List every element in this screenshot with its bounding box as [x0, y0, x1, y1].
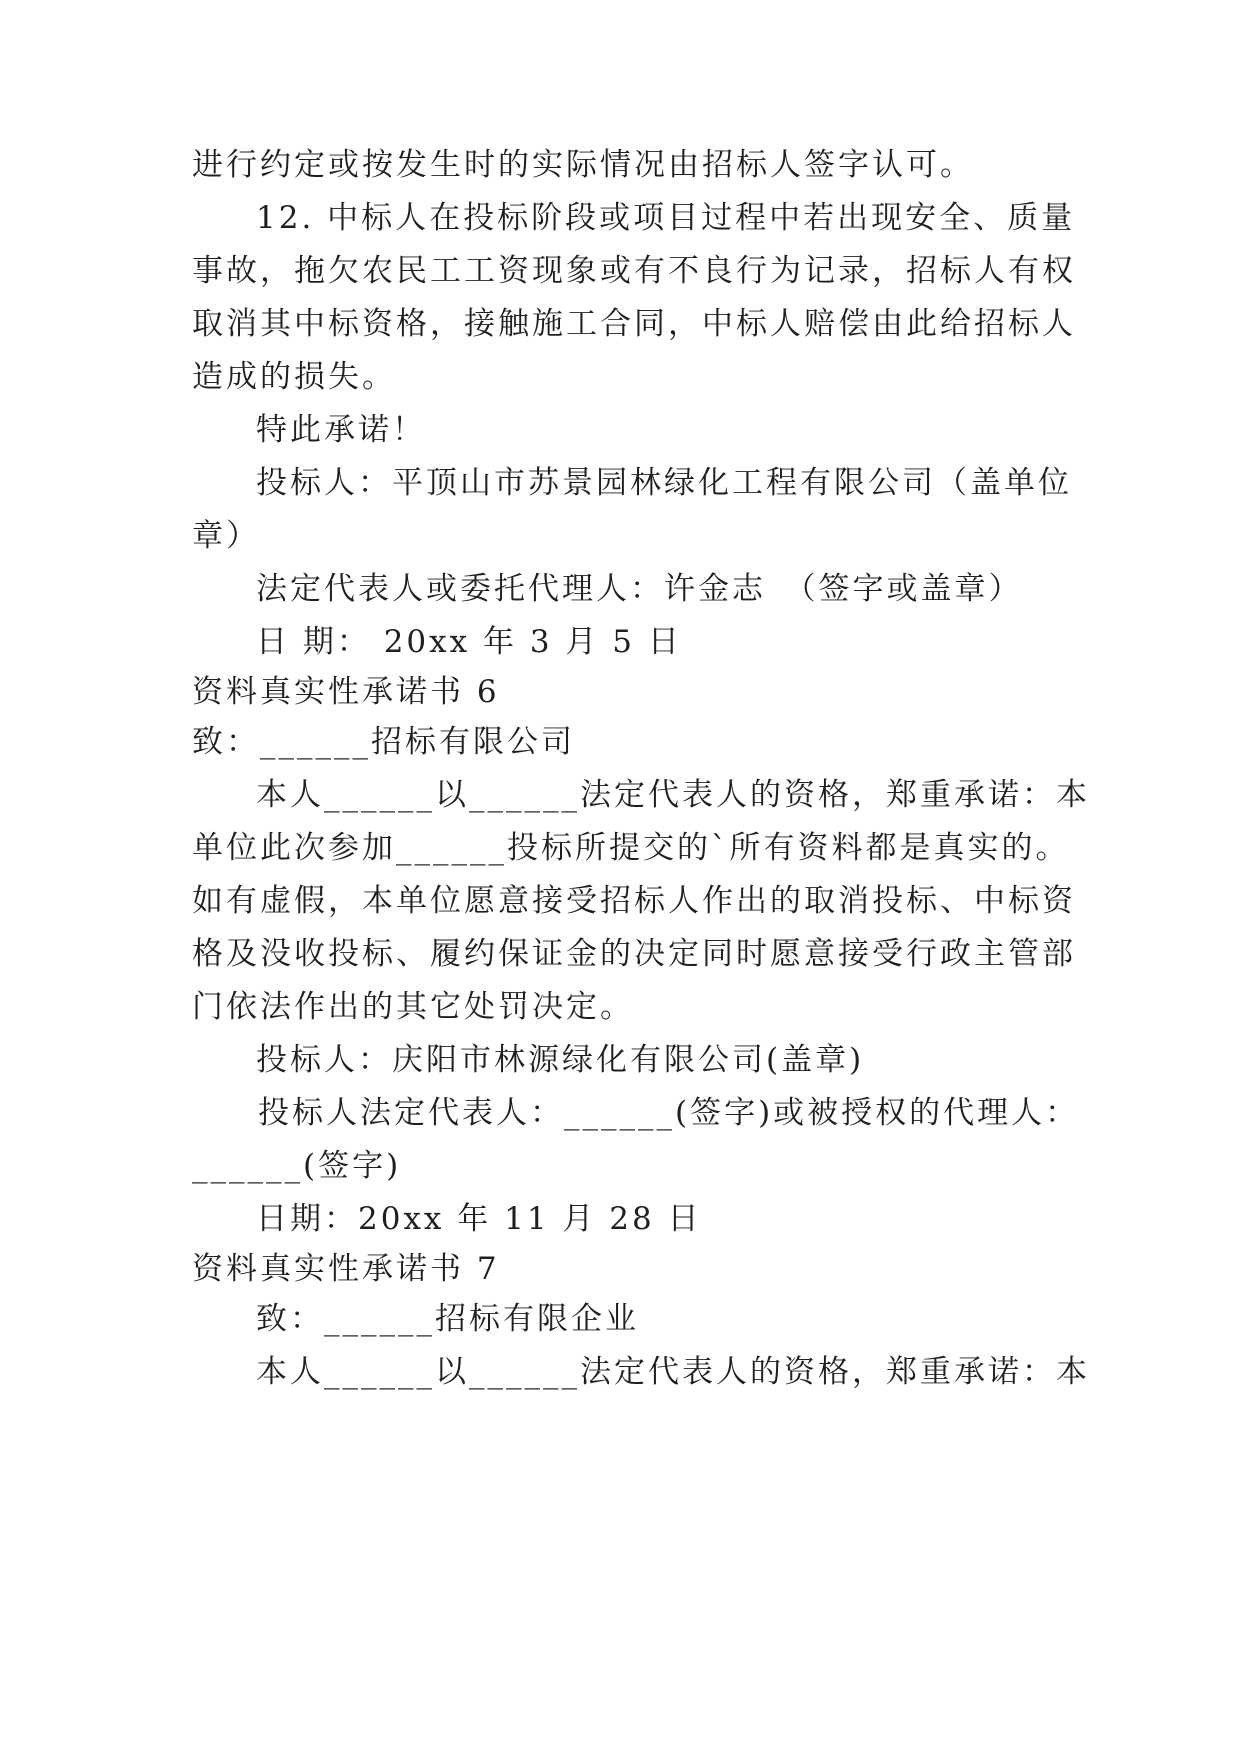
- paragraph-line: 造成的损失。: [192, 359, 396, 395]
- paragraph-line: 本人______以______法定代表人的资格，郑重承诺：本: [256, 1354, 1090, 1390]
- commitment-statement: 特此承诺！: [256, 412, 426, 448]
- addressee-line: 致：______招标有限企业: [256, 1301, 639, 1337]
- signature-line: ______(签字): [192, 1148, 402, 1184]
- section-title-6: 资料真实性承诺书 6: [192, 674, 500, 710]
- paragraph-line: 门依法作出的其它处罚决定。: [192, 989, 634, 1025]
- clause-12-line: 12. 中标人在投标阶段或项目过程中若出现安全、质量: [256, 200, 1076, 236]
- date-line: 日 期： 20xx 年 3 月 5 日: [256, 624, 682, 660]
- paragraph-line: 取消其中标资格，接触施工合同，中标人赔偿由此给招标人: [192, 306, 1076, 342]
- legal-representative-line: 法定代表人或委托代理人：许金志 （签字或盖章）: [256, 571, 1023, 607]
- section-title-7: 资料真实性承诺书 7: [192, 1251, 500, 1287]
- paragraph-line: 本人______以______法定代表人的资格，郑重承诺：本: [256, 777, 1090, 813]
- legal-representative-line: 投标人法定代表人：______(签字)或被授权的代理人：: [258, 1095, 1080, 1131]
- paragraph-line: 事故，拖欠农民工工资现象或有不良行为记录，招标人有权: [192, 253, 1076, 289]
- bidder-line: 投标人：平顶山市苏景园林绿化工程有限公司（盖单位: [256, 465, 1072, 501]
- paragraph-line: 进行约定或按发生时的实际情况由招标人签字认可。: [192, 147, 974, 183]
- bidder-line: 投标人：庆阳市林源绿化有限公司(盖章): [256, 1042, 865, 1078]
- date-line: 日期：20xx 年 11 月 28 日: [256, 1201, 702, 1237]
- paragraph-line: 单位此次参加______投标所提交的`所有资料都是真实的。: [192, 830, 1070, 866]
- paragraph-line: 如有虚假，本单位愿意接受招标人作出的取消投标、中标资: [192, 883, 1076, 919]
- bidder-line-continued: 章）: [192, 518, 260, 554]
- paragraph-line: 格及没收投标、履约保证金的决定同时愿意接受行政主管部: [192, 936, 1076, 972]
- addressee-line: 致：______招标有限公司: [192, 724, 575, 760]
